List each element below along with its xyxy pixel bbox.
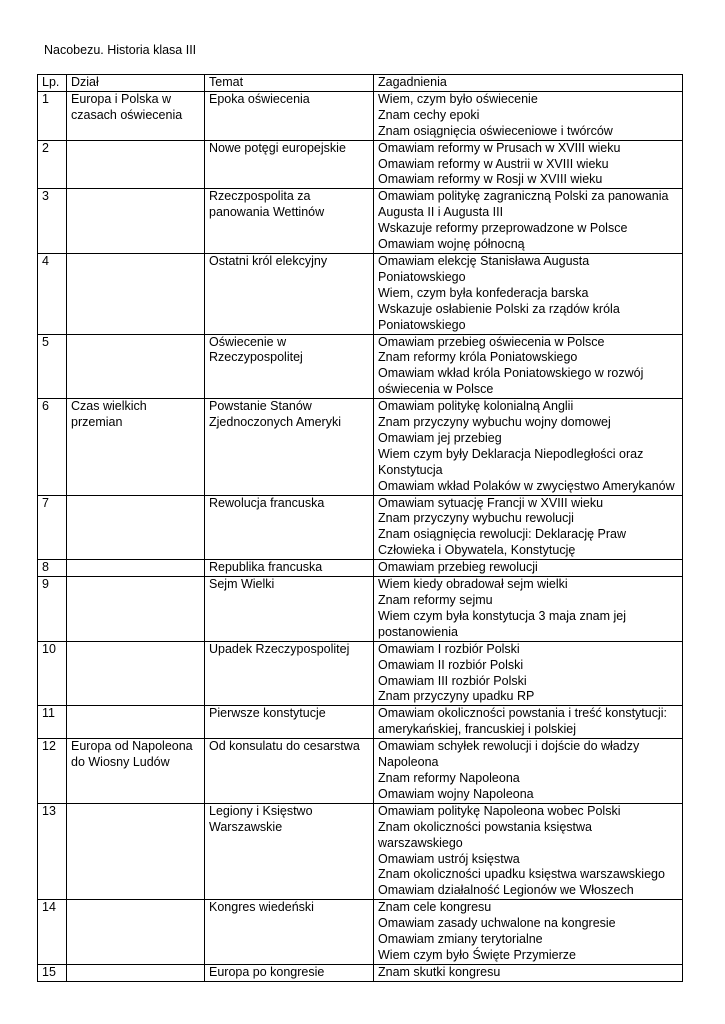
header-dzial: Dział	[67, 75, 205, 92]
zagadnienie-item: Wiem, czym była konfederacja barska	[378, 285, 589, 300]
cell-dzial: Europa i Polska w czasach oświecenia	[67, 91, 205, 140]
cell-lp: 8	[38, 560, 67, 577]
zagadnienie-item: Omawiam politykę zagraniczną Polski za panowania Augusta II i Augusta III	[378, 189, 669, 220]
zagadnienie-item: Wiem czym była konstytucja 3 maja znam jej postanowienia	[378, 608, 626, 639]
zagadnienie-item: Omawiam sytuację Francji w XVIII wieku	[378, 495, 604, 510]
zagadnienie-item: Omawiam przebieg rewolucji	[378, 560, 538, 575]
zagadnienie-item: Znam reformy Napoleona	[378, 770, 520, 785]
zagadnienie-item: Omawiam politykę Napoleona wobec Polski	[378, 803, 621, 818]
cell-zagadnienia	[374, 803, 683, 899]
zagadnienie-item: Omawiam jej przebieg	[378, 430, 502, 445]
cell-lp: 2	[38, 140, 67, 189]
table-row	[38, 900, 683, 965]
table-row	[38, 140, 683, 189]
header-lp: Lp.	[38, 75, 67, 92]
zagadnienie-item: Znam osiągnięcia rewolucji: Deklarację Praw Człowieka i Obywatela, Konstytucję	[378, 527, 627, 558]
zagadnienie-item: Omawiam I rozbiór Polski	[378, 641, 520, 656]
cell-temat: Upadek Rzeczypospolitej	[205, 641, 374, 706]
header-zagadnienia: Zagadnienia	[374, 75, 683, 92]
zagadnienie-item: Znam przyczyny wybuchu rewolucji	[378, 511, 574, 526]
topics-table	[37, 74, 683, 982]
cell-dzial	[67, 560, 205, 577]
zagadnienie-item: Wiem czym były Deklaracja Niepodległości oraz Konstytucja	[378, 446, 644, 477]
zagadnienie-item: Omawiam elekcję Stanisława Augusta Poniatowskiego	[378, 253, 590, 284]
table-row	[38, 334, 683, 399]
zagadnienie-item: Omawiam przebieg oświecenia w Polsce	[378, 334, 605, 349]
cell-dzial	[67, 140, 205, 189]
cell-temat: Oświecenie w Rzeczypospolitej	[205, 334, 374, 399]
zagadnienie-item: Znam reformy króla Poniatowskiego	[378, 350, 578, 365]
cell-zagadnienia	[374, 189, 683, 254]
zagadnienie-item: Omawiam reformy w Austrii w XVIII wieku	[378, 156, 609, 171]
cell-lp: 13	[38, 803, 67, 899]
cell-dzial	[67, 706, 205, 739]
zagadnienie-item: Omawiam ustrój księstwa	[378, 851, 520, 866]
cell-dzial	[67, 495, 205, 560]
cell-dzial: Europa od Napoleona do Wiosny Ludów	[67, 739, 205, 804]
cell-temat: Nowe potęgi europejskie	[205, 140, 374, 189]
cell-lp: 14	[38, 900, 67, 965]
cell-lp: 5	[38, 334, 67, 399]
cell-temat: Sejm Wielki	[205, 577, 374, 642]
document-title: Nacobezu. Historia klasa III	[44, 43, 197, 57]
zagadnienie-item: Znam cechy epoki	[378, 107, 480, 122]
table-row	[38, 495, 683, 560]
table-row	[38, 641, 683, 706]
cell-zagadnienia	[374, 577, 683, 642]
table-header-row	[38, 75, 683, 92]
cell-dzial	[67, 577, 205, 642]
cell-zagadnienia	[374, 641, 683, 706]
zagadnienie-item: Znam reformy sejmu	[378, 593, 493, 607]
table-body	[38, 91, 683, 981]
table-row	[38, 253, 683, 334]
cell-lp: 12	[38, 739, 67, 804]
cell-dzial	[67, 334, 205, 399]
cell-lp: 10	[38, 641, 67, 706]
zagadnienie-item: Znam cele kongresu	[378, 900, 492, 915]
cell-zagadnienia	[374, 91, 683, 140]
zagadnienie-item: Omawiam reformy w Rosji w XVIII wieku	[378, 172, 603, 187]
cell-zagadnienia	[374, 900, 683, 965]
zagadnienie-item: Omawiam działalność Legionów we Włoszech	[378, 883, 634, 898]
table-row	[38, 964, 683, 981]
zagadnienie-item: Omawiam okoliczności powstania i treść konstytucji: amerykańskiej, francuskiej i polskiej	[378, 706, 667, 737]
zagadnienie-item: Omawiam wojny Napoleona	[378, 786, 534, 801]
table-row	[38, 399, 683, 495]
cell-zagadnienia	[374, 560, 683, 577]
zagadnienie-item: Omawiam politykę kolonialną Anglii	[378, 399, 574, 414]
cell-temat: Pierwsze konstytucje	[205, 706, 374, 739]
cell-temat: Rzeczpospolita za panowania Wettinów	[205, 189, 374, 254]
cell-lp: 9	[38, 577, 67, 642]
cell-lp: 6	[38, 399, 67, 495]
cell-zagadnienia	[374, 964, 683, 981]
cell-lp: 4	[38, 253, 67, 334]
zagadnienie-item: Wiem czym było Święte Przymierze	[378, 947, 576, 962]
cell-zagadnienia	[374, 495, 683, 560]
table-row	[38, 803, 683, 899]
cell-temat: Rewolucja francuska	[205, 495, 374, 560]
cell-zagadnienia	[374, 253, 683, 334]
cell-dzial	[67, 641, 205, 706]
cell-temat: Legiony i Księstwo Warszawskie	[205, 803, 374, 899]
cell-zagadnienia	[374, 706, 683, 739]
cell-dzial: Czas wielkich przemian	[67, 399, 205, 495]
cell-dzial	[67, 253, 205, 334]
cell-temat: Kongres wiedeński	[205, 900, 374, 965]
header-temat: Temat	[205, 75, 374, 92]
zagadnienie-item: Znam okoliczności upadku księstwa warszawskiego	[378, 867, 665, 882]
cell-temat: Europa po kongresie	[205, 964, 374, 981]
zagadnienie-item: Omawiam wkład Polaków w zwycięstwo Amerykanów	[378, 478, 675, 493]
cell-temat: Republika francuska	[205, 560, 374, 577]
zagadnienie-item: Omawiam reformy w Prusach w XVIII wieku	[378, 140, 621, 155]
cell-temat: Powstanie Stanów Zjednoczonych Ameryki	[205, 399, 374, 495]
zagadnienie-item: Wskazuje reformy przeprowadzone w Polsce	[378, 221, 628, 236]
cell-temat: Epoka oświecenia	[205, 91, 374, 140]
zagadnienie-item: Znam przyczyny upadku RP	[378, 689, 535, 704]
zagadnienie-item: Omawiam zasady uchwalone na kongresie	[378, 916, 616, 931]
table-row	[38, 706, 683, 739]
cell-lp: 1	[38, 91, 67, 140]
cell-dzial	[67, 900, 205, 965]
zagadnienie-item: Omawiam zmiany terytorialne	[378, 932, 543, 947]
cell-lp: 3	[38, 189, 67, 254]
table-row	[38, 560, 683, 577]
cell-dzial	[67, 964, 205, 981]
table-row	[38, 739, 683, 804]
zagadnienie-item: Omawiam wojnę północną	[378, 237, 525, 252]
table-row	[38, 91, 683, 140]
zagadnienie-item: Wiem, czym było oświecenie	[378, 91, 538, 106]
cell-temat: Ostatni król elekcyjny	[205, 253, 374, 334]
zagadnienie-item: Wskazuje osłabienie Polski za rządów króla Poniatowskiego	[378, 301, 620, 332]
zagadnienie-item: Wiem kiedy obradował sejm wielki	[378, 577, 568, 592]
zagadnienie-item: Znam okoliczności powstania księstwa warszawskiego	[378, 819, 592, 850]
zagadnienie-item: Omawiam II rozbiór Polski	[378, 657, 524, 672]
table-row	[38, 189, 683, 254]
zagadnienie-item: Omawiam wkład króla Poniatowskiego w rozwój oświecenia w Polsce	[378, 366, 644, 397]
cell-lp: 7	[38, 495, 67, 560]
zagadnienie-item: Znam przyczyny wybuchu wojny domowej	[378, 415, 611, 430]
table-row	[38, 577, 683, 642]
cell-lp: 15	[38, 964, 67, 981]
cell-zagadnienia	[374, 399, 683, 495]
cell-temat: Od konsulatu do cesarstwa	[205, 739, 374, 804]
zagadnienie-item: Omawiam schyłek rewolucji i dojście do władzy Napoleona	[378, 739, 640, 770]
cell-dzial	[67, 803, 205, 899]
zagadnienie-item: Omawiam III rozbiór Polski	[378, 673, 527, 688]
zagadnienie-item: Znam osiągnięcia oświeceniowe i twórców	[378, 123, 613, 138]
cell-zagadnienia	[374, 334, 683, 399]
cell-lp: 11	[38, 706, 67, 739]
cell-zagadnienia	[374, 739, 683, 804]
zagadnienie-item: Znam skutki kongresu	[378, 964, 501, 979]
cell-dzial	[67, 189, 205, 254]
cell-zagadnienia	[374, 140, 683, 189]
